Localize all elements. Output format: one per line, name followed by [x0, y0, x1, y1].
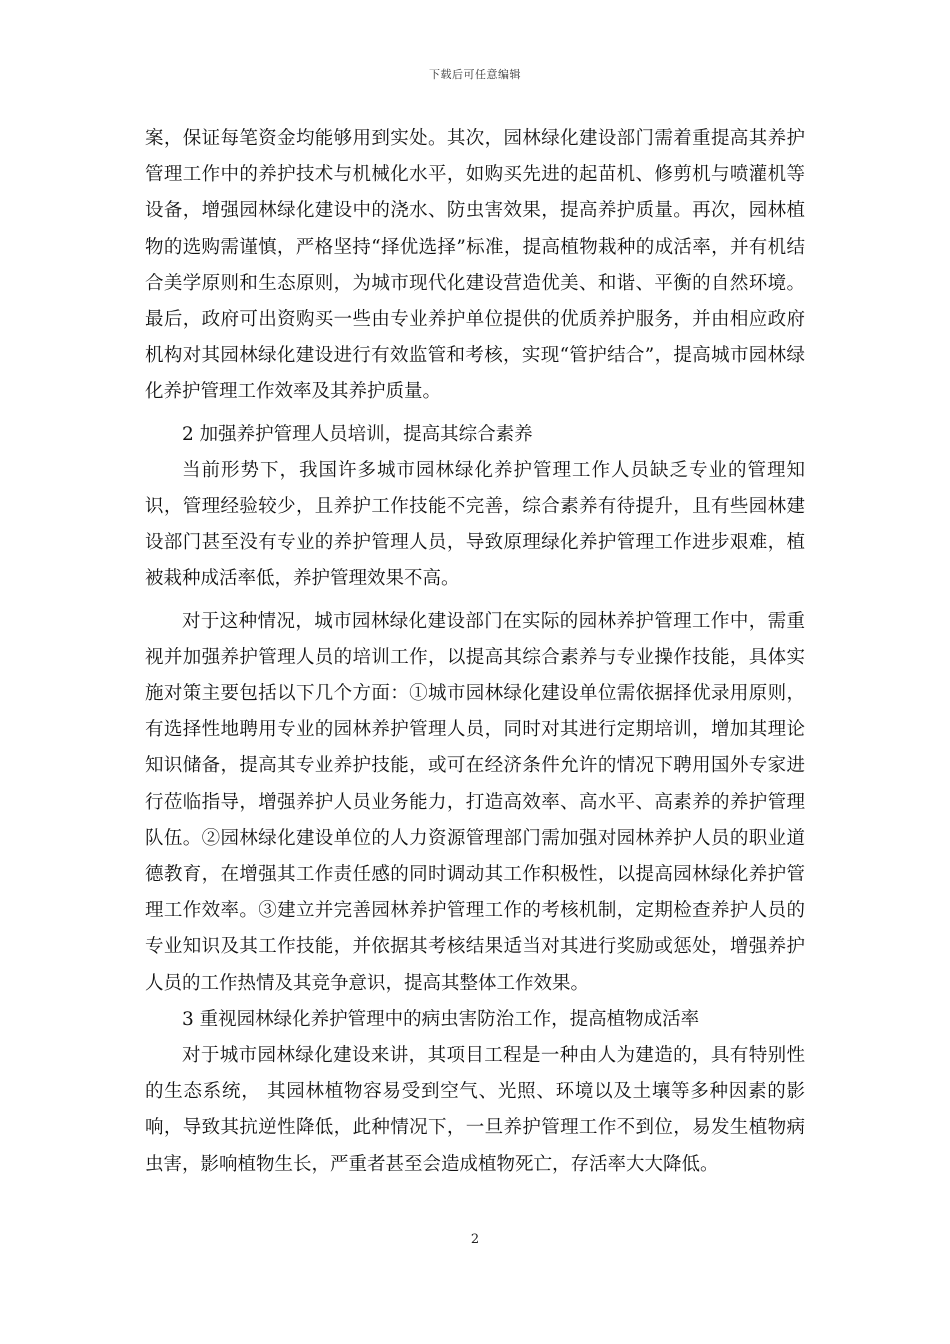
paragraph: 对于这种情况，城市园林绿化建设部门在实际的园林养护管理工作中，需重视并加强养护管理人员的培训工作，以提高其综合素养与专业操作技能，具体实施对策主要包括以下几个方面：①城市园林绿化建设单位需依据择优录用原则，有选择性地聘用专业的园林养护管理人员，同时对其进行定期培训，增加其理论知识储备，提高其专业养护技能，或可在经济条件允许的情况下聘用国外专家进行莅临指导，增强养护人员业务能力，打造高效率、高水平、高素养的养护管理队伍。②园林绿化建设单位的人力资源管理部门需加强对园林养护人员的职业道德教育，在增强其工作责任感的同时调动其工作积极性，以提高园林绿化养护管理工作效率。③建立并完善园林养护管理工作的考核机制，定期检查养护人员的专业知识及其工作技能，并依据其考核结果适当对其进行奖励或惩处，增强养护人员的工作热情及其竞争意识，提高其整体工作效果。 [145, 610, 805, 994]
page-number: 2 [470, 1232, 480, 1247]
paragraph: 对于城市园林绿化建设来讲，其项目工程是一种由人为建造的，具有特别性的生态系统， 其园林植物容易受到空气、光照、环境以及土壤等多种因素的影响，导致其抗逆性降低，此种情况下，一旦养护管理工作不到位，易发生植物病虫害，影响植物生长，严重者甚至会造成植物死亡，存活率大大降低。 [145, 1045, 805, 1175]
paragraph: 当前形势下，我国许多城市园林绿化养护管理工作人员缺乏专业的管理知识，管理经验较少，且养护工作技能不完善，综合素养有待提升，且有些园林建设部门甚至没有专业的养护管理人员，导致原理绿化养护管理工作进步艰难，植被栽种成活率低，养护管理效果不高。 [145, 459, 805, 590]
section-heading-3: 3 重视园林绿化养护管理中的病虫害防治工作，提高植物成活率 [182, 1008, 700, 1030]
section-heading-2: 2 加强养护管理人员培训，提高其综合素养 [182, 423, 533, 445]
page-header: 下载后可任意编辑 [429, 68, 521, 81]
document-body [145, 121, 805, 1183]
paragraph-continuation: 案，保证每笔资金均能够用到实处。其次，园林绿化建设部门需着重提高其养护管理工作中的养护技术与机械化水平，如购买先进的起苗机、修剪机与喷灌机等设备，增强园林绿化建设中的浇水、防虫害效果，提高养护质量。再次，园林植物的选购需谨慎，严格坚持“择优选择”标准，提高植物栽种的成活率，并有机结合美学原则和生态原则，为城市现代化建设营造优美、和谐、平衡的自然环境。最后，政府可出资购买一些由专业养护单位提供的优质养护服务，并由相应政府机构对其园林绿化建设进行有效监管和考核，实现“管护结合”，提高城市园林绿化养护管理工作效率及其养护质量。 [145, 128, 805, 403]
